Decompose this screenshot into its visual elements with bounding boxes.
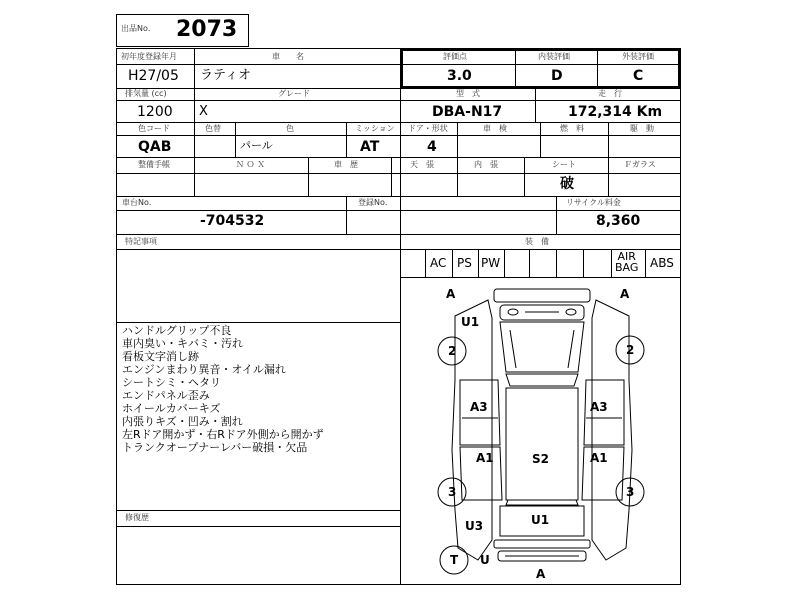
service-manual-label: 整備手帳 [138,160,170,169]
mark-rear-bumper-left: U [480,553,490,567]
first-registration-label: 初年度登録年月 [121,52,177,61]
chassis-label: 車台No． [122,198,157,207]
mission: AT [360,139,380,155]
mark-tire-rear-left: 3 [448,485,457,499]
remark-item: ハンドルグリップ不良 [122,324,232,337]
remark-item: シートシミ・ヘタリ [122,376,221,389]
mark-left-front-door: A3 [470,400,488,414]
equipment-ps: PS [457,256,472,270]
interior-rating-label: 内装評価 [538,52,570,61]
sheet-number-label: 出品No． [121,24,156,33]
nox-label: Ｎ Ｏ Ｘ [236,160,266,169]
mark-tire-rear-right: 3 [626,485,635,499]
mission-label: ミッション [355,124,395,133]
mark-front-bumper: U1 [461,315,480,329]
color-change-label: 色替 [205,124,221,133]
remark-item: 内張りキズ・凹み・割れ [122,415,243,428]
mark-right-front-door: A3 [590,400,608,414]
seat-condition: 破 [560,176,574,192]
fuel-label: 燃 料 [560,124,584,133]
mileage-label: 走 行 [598,89,622,98]
first-registration: H27/05 [128,68,179,84]
model-label: 型 式 [456,89,480,98]
sheet-number: 2073 [176,17,238,42]
repair-history-label: 修復歴 [125,513,149,522]
remark-item: 車内臭い・キバミ・汚れ [122,337,243,350]
displacement: 1200 [137,104,173,120]
model: DBA-N17 [432,104,503,120]
mark-front-right: A [620,287,630,301]
equipment-airbag-text: AIR BAG [615,250,639,274]
color: パール [240,139,273,152]
mark-right-rear-door: A1 [590,451,608,465]
front-glass-label: Ｆガラス [624,160,656,169]
mark-rear-bumper: A [536,567,546,581]
registration-label: 登録No． [358,198,393,207]
exterior-rating-label: 外装評価 [622,52,654,61]
remark-item: トランクオープナーレバー破損・欠品 [122,441,308,454]
displacement-label: 排気量 (cc) [125,89,167,98]
equipment-label: 装 備 [525,237,549,246]
equipment-bar [400,249,681,277]
drive-label: 駆 動 [630,124,654,133]
mark-spare-tire: T [450,553,459,567]
mark-front-left: A [446,287,456,301]
interior-trim-label: 内 張 [474,160,498,169]
inspection-label: 車 検 [483,124,507,133]
exterior-rating: C [633,68,644,84]
remark-item: 左Rドア開かず・右Rドア外側から開かず [122,428,324,441]
notes-label: 特記事項 [125,237,157,246]
mark-roof: S2 [532,452,549,466]
remark-item: ホイールカバーキズ [122,402,221,415]
score: 3.0 [447,68,472,84]
mark-tire-front-left: 2 [448,344,457,358]
history-label: 車 歴 [334,160,358,169]
interior-rating: D [551,68,563,84]
color-label: 色 [286,124,294,133]
mark-tire-front-right: 2 [626,343,635,357]
recycle-label: リサイクル料金 [566,198,621,207]
color-code: QAB [138,139,172,155]
seat-label: シート [552,160,576,169]
remark-item: 看板文字消し跡 [122,350,199,363]
mark-left-rear-door: A1 [476,451,494,465]
door: 4 [427,139,437,155]
color-code-label: 色コード [138,124,170,133]
door-label: ドア・形状 [408,124,448,133]
equipment-airbag [615,251,638,273]
mark-trunk: U1 [531,513,550,527]
chassis-number: -704532 [200,213,265,229]
grade-label: グレード [278,89,310,98]
remark-item: エンジンまわり異音・オイル漏れ [122,363,286,376]
car-name: ラティオ [200,68,251,83]
grade: X [199,104,208,119]
mileage: 172,314 Km [568,104,663,120]
recycle-fee: 8,360 [596,213,641,229]
equipment-ac: AC [430,256,447,270]
equipment-pw: PW [481,256,501,270]
remark-item: エンドパネル歪み [122,389,210,402]
headliner-label: 天 張 [410,160,434,169]
remarks-list [122,324,397,454]
car-name-label: 車 名 [272,52,304,61]
score-label: 評価点 [443,52,467,61]
car-diagram [400,277,681,585]
mark-rear-left-quarter: U3 [465,519,484,533]
equipment-abs: ABS [650,256,674,270]
